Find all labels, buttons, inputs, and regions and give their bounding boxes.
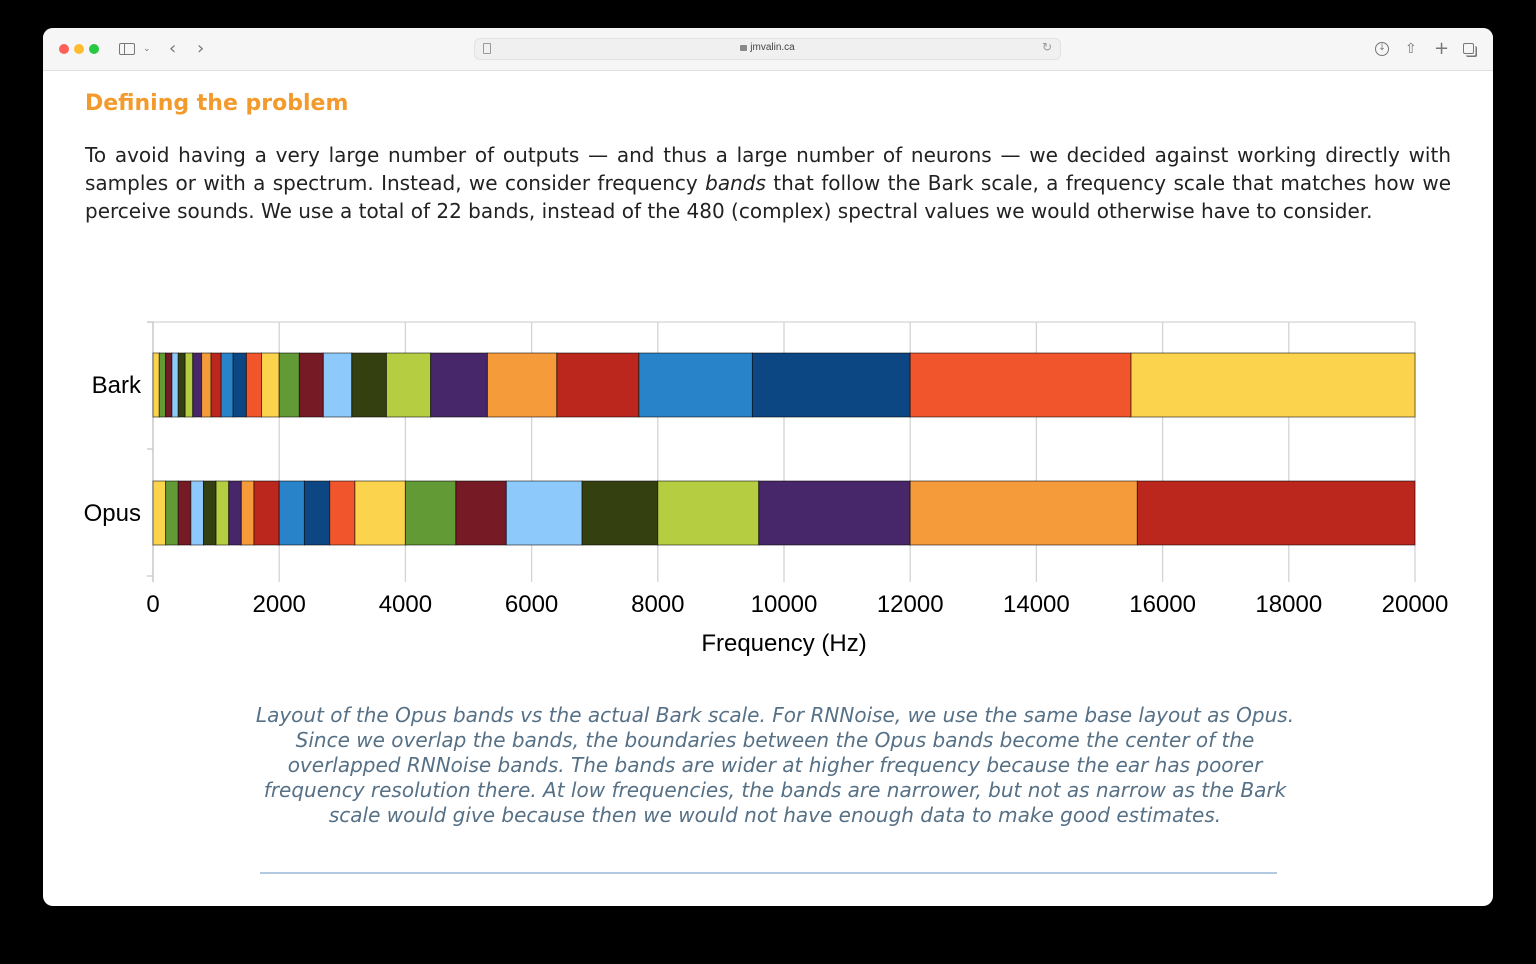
tabs-overview-icon[interactable] <box>1463 43 1474 54</box>
band-segment <box>1131 353 1415 417</box>
band-segment <box>246 353 261 417</box>
band-segment <box>582 481 658 545</box>
browser-toolbar <box>43 28 1493 71</box>
reload-icon[interactable]: ↻ <box>1041 40 1052 54</box>
band-segment <box>153 353 159 417</box>
band-segment <box>910 353 1131 417</box>
bark-vs-opus-chart <box>43 71 1493 691</box>
close-window-button[interactable] <box>59 44 69 54</box>
emphasis-bands: bands <box>705 171 766 195</box>
band-segment <box>1137 481 1415 545</box>
band-segment <box>153 481 166 545</box>
band-segment <box>202 353 211 417</box>
band-segment <box>352 353 387 417</box>
x-tick-label: 10000 <box>750 591 818 618</box>
band-segment <box>910 481 1137 545</box>
section-heading: Defining the problem <box>85 91 349 116</box>
band-segment <box>330 481 355 545</box>
page-content <box>43 71 1493 906</box>
y-category-label: Opus <box>83 500 141 527</box>
band-segment <box>233 353 246 417</box>
chevron-down-icon[interactable]: ⌄ <box>143 44 151 54</box>
url-display[interactable] <box>475 42 1060 53</box>
band-segment <box>166 481 179 545</box>
x-tick-label: 8000 <box>631 591 685 618</box>
band-segment <box>279 481 304 545</box>
x-tick-label: 16000 <box>1129 591 1196 618</box>
paragraph-text: To avoid having a very large number of outputs — and thus a large number of neurons — we decided against working directly with samples or with a spectrum. Instead, we consider frequency <box>85 143 1451 195</box>
horizontal-divider <box>260 872 1277 874</box>
band-segment <box>172 353 178 417</box>
band-segment <box>355 481 405 545</box>
x-tick-label: 12000 <box>876 591 944 618</box>
download-icon[interactable]: ↓ <box>1375 42 1389 56</box>
x-tick-label: 18000 <box>1255 591 1323 618</box>
band-segment <box>254 481 279 545</box>
x-tick-label: 0 <box>146 591 160 618</box>
band-segment <box>506 481 582 545</box>
y-category-label: Bark <box>91 372 141 399</box>
x-tick-label: 14000 <box>1003 591 1070 618</box>
band-segment <box>241 481 254 545</box>
band-segment <box>262 353 280 417</box>
band-segment <box>557 353 639 417</box>
band-segment <box>178 481 191 545</box>
band-segment <box>304 481 329 545</box>
band-segment <box>405 481 455 545</box>
new-tab-icon[interactable]: + <box>1434 38 1450 59</box>
browser-window <box>43 28 1493 906</box>
band-segment <box>279 353 299 417</box>
address-bar[interactable] <box>474 38 1061 60</box>
band-segment <box>323 353 351 417</box>
band-segment <box>216 481 229 545</box>
band-segment <box>759 481 910 545</box>
band-segment <box>229 481 242 545</box>
band-segment <box>386 353 430 417</box>
band-segment <box>221 353 233 417</box>
url-text: jmvalin.ca <box>750 42 795 53</box>
x-tick-label: 6000 <box>504 591 559 618</box>
band-segment <box>431 353 488 417</box>
paragraph-text: that follow the Bark scale, a frequency scale that matches how we perceive sounds. We use a total of 22 bands, instead of the 480 (complex) spectral values we would otherwise have to consider. <box>85 171 1451 223</box>
sidebar-icon[interactable] <box>119 43 135 55</box>
band-segment <box>639 353 753 417</box>
forward-icon[interactable]: › <box>197 38 205 59</box>
minimize-window-button[interactable] <box>74 44 84 54</box>
x-axis-label: Frequency (Hz) <box>701 630 867 657</box>
band-segment <box>185 353 193 417</box>
band-segment <box>159 353 165 417</box>
back-icon[interactable]: ‹ <box>169 38 177 59</box>
lock-icon <box>740 45 747 51</box>
band-segment <box>191 481 204 545</box>
band-segment <box>299 353 323 417</box>
band-segment <box>487 353 556 417</box>
band-segment <box>658 481 759 545</box>
x-tick-label: 2000 <box>252 591 306 618</box>
figure-caption: Layout of the Opus bands vs the actual Bark scale. For RNNoise, we use the same base layout as Opus. Since we overlap the bands, the boundaries between the Opus bands become the center of the overlapped RNNoise bands. The bands are wider at higher frequency because the ear has poorer frequency resolution there. At low frequencies, the bands are narrower, but not as narrow as the Bark scale would give because then we would not have enough data to make good estimates. <box>255 703 1295 827</box>
band-segment <box>752 353 910 417</box>
band-segment <box>211 353 221 417</box>
band-segment <box>166 353 172 417</box>
band-segment <box>178 353 185 417</box>
x-tick-label: 4000 <box>378 591 433 618</box>
band-segment <box>456 481 506 545</box>
band-segment <box>203 481 216 545</box>
band-segment <box>193 353 202 417</box>
x-tick-label: 20000 <box>1381 591 1449 618</box>
zoom-window-button[interactable] <box>89 44 99 54</box>
share-icon[interactable]: ⇧ <box>1405 41 1417 57</box>
